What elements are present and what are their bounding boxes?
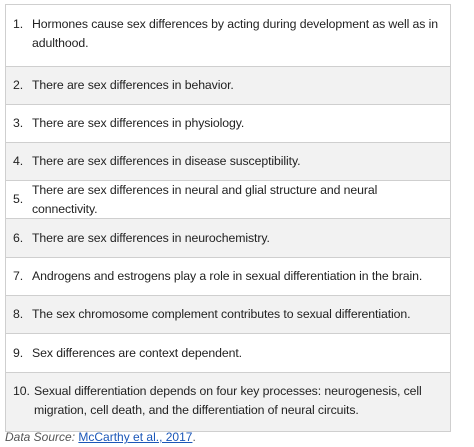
item-number: 1. <box>13 17 24 31</box>
item-number: 5. <box>13 192 24 206</box>
item-number: 10. <box>13 384 30 398</box>
item-number: 7. <box>13 269 24 283</box>
source-prefix: Data Source: <box>5 430 79 444</box>
item-text: Androgens and estrogens play a role in sexual differentiation in the brain. <box>32 269 423 283</box>
list-item <box>6 295 450 333</box>
item-text: There are sex differences in neural and glial structure and neural connectivity. <box>32 182 378 216</box>
data-source-caption <box>5 429 196 445</box>
item-number: 4. <box>13 154 24 168</box>
item-text: Hormones cause sex differences by acting during development as well as in adulthood. <box>32 17 439 50</box>
item-number: 8. <box>13 307 24 321</box>
list-item <box>6 142 450 180</box>
list-item <box>6 333 450 372</box>
item-number: 3. <box>13 116 24 130</box>
item-text: The sex chromosome complement contributes to sexual differentiation. <box>32 307 411 321</box>
item-text: There are sex differences in behavior. <box>32 78 234 92</box>
list-item <box>6 66 450 104</box>
findings-list <box>5 4 451 432</box>
item-number: 9. <box>13 345 24 360</box>
item-text: There are sex differences in disease susceptibility. <box>32 154 301 168</box>
list-item <box>6 372 450 431</box>
item-text: There are sex differences in neurochemistry. <box>32 230 270 245</box>
source-link[interactable]: McCarthy et al., 2017 <box>78 430 193 444</box>
list-item <box>6 257 450 295</box>
source-suffix: . <box>192 430 196 444</box>
item-number: 2. <box>13 78 24 92</box>
item-text: Sexual differentiation depends on four key processes: neurogenesis, cell migration, cell death, and the differentiation of neural circuits. <box>34 384 422 417</box>
list-item <box>6 218 450 257</box>
list-item <box>6 5 450 66</box>
item-text: Sex differences are context dependent. <box>32 345 242 360</box>
item-text: There are sex differences in physiology. <box>32 116 245 130</box>
list-item <box>6 104 450 142</box>
item-number: 6. <box>13 230 24 245</box>
list-item <box>6 180 450 218</box>
